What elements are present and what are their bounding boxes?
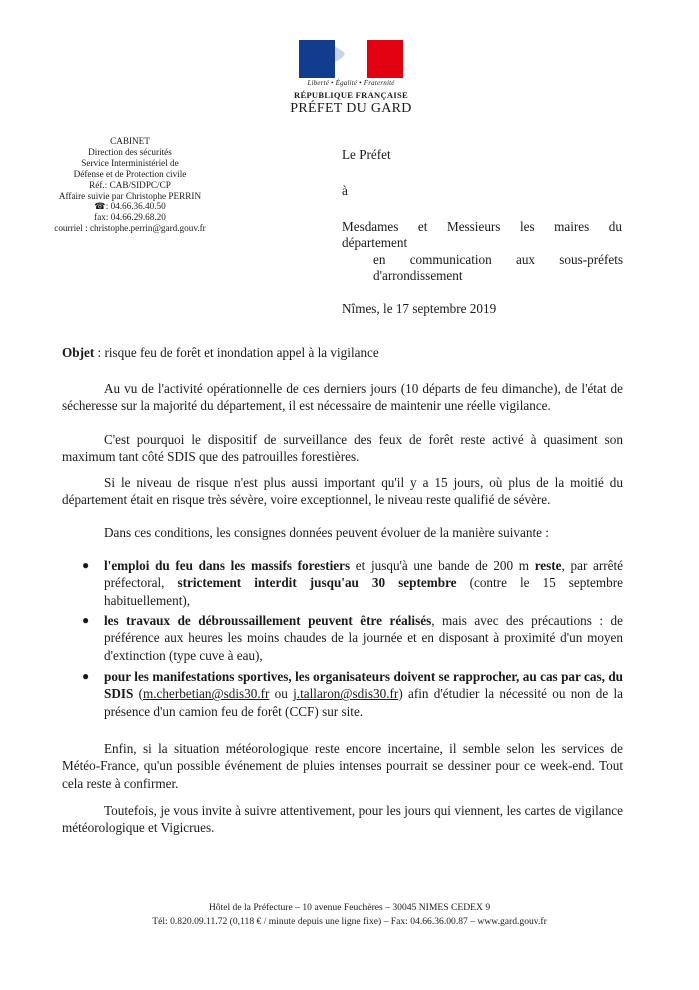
bullet-icon: ● [82, 613, 90, 627]
bullet-bold: les travaux de débroussaillement peuvent être réalisés [104, 613, 432, 628]
recipients-line-1: Mesdames et Messieurs les maires du [342, 219, 622, 234]
paragraph-vigilance: Toutefois, je vous invite à suivre attentivement, pour les jours qui viennent, les cartes de vigilance météorologique et Vigicrues. [62, 803, 623, 836]
bullet-text: (contre le 15 septembre habituellement), [104, 575, 623, 608]
subject-label: Objet [62, 345, 95, 360]
flag-red-band [367, 40, 403, 78]
cabinet-phone: ☎: 04.66.36.40.50 [94, 201, 166, 212]
subject-line [62, 344, 622, 361]
cabinet-line: Service Interministériel de [81, 157, 179, 168]
cabinet-email[interactable]: courriel : christophe.perrin@gard.gouv.fr [54, 223, 206, 234]
bullet-bold: reste [534, 558, 562, 573]
subject-text: : risque feu de forêt et inondation appel à la vigilance [94, 345, 379, 360]
letter-date: Nîmes, le 17 septembre 2019 [342, 301, 497, 316]
paragraph-risk-level: Si le niveau de risque n'est plus aussi important qu'il y a 15 jours, où plus de la moitié du département était en risque très sévère, voire exceptionnel, le niveau reste qualifié de sévère. [62, 475, 623, 508]
cabinet-line: Défense et de Protection civile [73, 168, 187, 179]
bullet-icon: ● [82, 669, 90, 683]
email-link-tallaron[interactable]: j.tallaron@sdis30.fr [293, 686, 399, 702]
cabinet-fax: fax: 04.66.29.68.20 [94, 212, 166, 223]
bullet-bold: strictement interdit jusqu'au 30 septembre [177, 575, 457, 591]
cabinet-block [38, 136, 222, 234]
cabinet-line: Direction des sécurités [88, 146, 172, 157]
paragraph-weather: Enfin, si la situation météorologique reste encore incertaine, il semble selon les services de Météo-France, qu'un possible événement de pluies intenses pourrait se dessiner pour ce week-end. Tout cela reste à confirmer. [62, 741, 623, 791]
bullet-bold: pour les manifestations sportives, les organisateurs doivent se rapprocher, au cas par cas, du SDIS [104, 669, 623, 702]
cabinet-line: CABINET [110, 136, 150, 146]
cc-line-2: d'arrondissement [373, 268, 463, 283]
bullet-text: ) afin d'étudier la nécessité ou non de la présence d'un camion feu de forêt (CCF) sur site. [104, 686, 623, 719]
cabinet-line: Réf.: CAB/SIDPC/CP [89, 179, 171, 190]
cabinet-line: Affaire suivie par Christophe PERRIN [58, 190, 202, 201]
footer-address: Hôtel de la Préfecture – 10 avenue Feuchères – 30045 NIMES CEDEX 9 [208, 902, 491, 913]
prefet-title: PRÉFET DU GARD [290, 101, 412, 116]
bullet-item-sports [82, 668, 623, 720]
bullet-text: ou [269, 686, 294, 702]
republic-name: RÉPUBLIQUE FRANÇAISE [294, 90, 408, 100]
bullet-text: et jusqu'à une bande de 200 m [350, 558, 535, 573]
bullet-bold: l'emploi du feu dans les massifs forestiers [104, 558, 351, 573]
bullet-item-fire-use [82, 557, 623, 609]
paragraph-conditions: Dans ces conditions, les consignes données peuvent évoluer de la manière suivante : [104, 525, 549, 540]
paragraph-surveillance: C'est pourquoi le dispositif de surveillance des feux de forêt reste activé à quasiment son maximum tant côté SDIS que des patrouilles forestières. [62, 432, 623, 465]
bullet-item-clearing [82, 612, 623, 664]
footer-contact: Tél: 0.820.09.11.72 (0,118 € / minute depuis une ligne fixe) – Fax: 04.66.36.00.87 – www.gard.gouv.fr [152, 916, 547, 927]
paragraph-activity: Au vu de l'activité opérationnelle de ces derniers jours (10 départs de feu dimanche), de l'état de sécheresse sur la majorité du département, il est nécessaire de maintenir une réelle vigilance. [62, 381, 623, 414]
bullet-text: , par arrêté préfectoral, [104, 558, 623, 591]
bullet-icon: ● [82, 558, 90, 572]
sender: Le Préfet [342, 147, 391, 162]
cc-line-1: en communication aux sous-préfets [373, 252, 623, 267]
email-link-cherbetian[interactable]: m.cherbetian@sdis30.fr [143, 686, 270, 702]
republic-motto: Liberté • Égalité • Fraternité [307, 79, 395, 87]
recipients-line-2: département [342, 235, 408, 250]
bullet-text: ( [133, 686, 143, 702]
bullet-text: , mais avec des précautions : de préférence aux heures les moins chaudes de la journée et en disposant à proximité d'un moyen d'extinction (type cuve à eau), [104, 613, 623, 663]
to-word: à [342, 183, 348, 198]
flag-blue-band [299, 40, 335, 78]
